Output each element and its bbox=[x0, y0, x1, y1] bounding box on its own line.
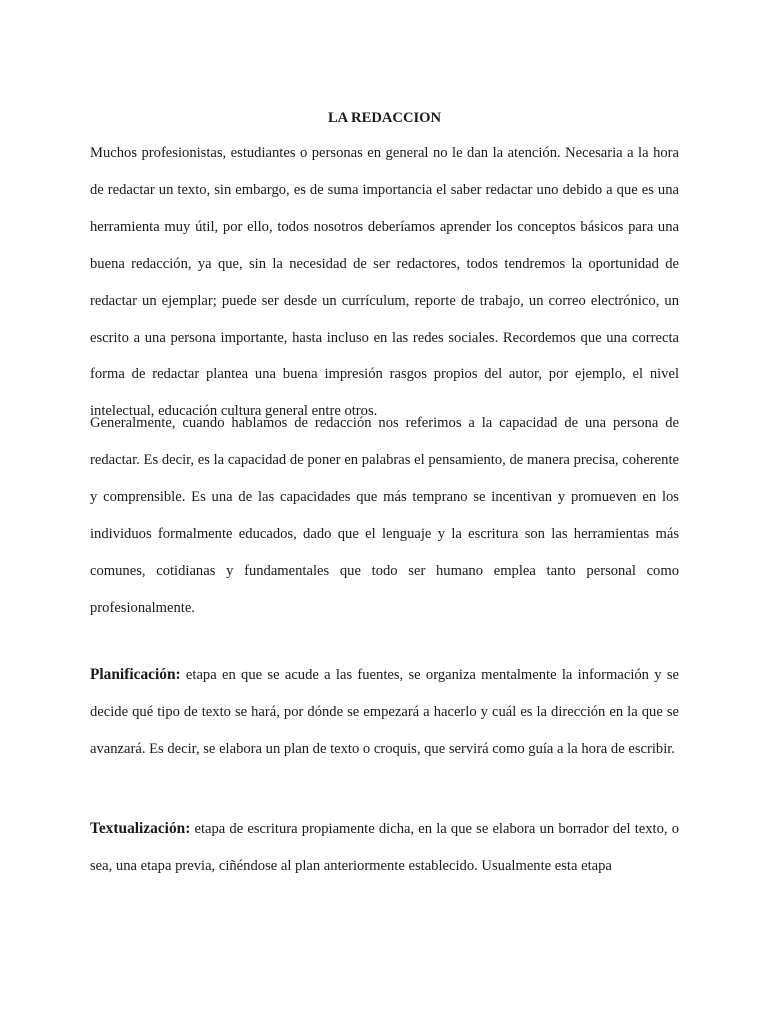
paragraph-text: Muchos profesionistas, estudiantes o personas en general no le dan la atención. Necesaria a la hora de redactar un texto, sin embargo, es de suma importancia el saber redactar uno debido a que es una herramienta muy útil, por ello, todos nosotros deberíamos aprender los conceptos básicos para una buena redacción, ya que, sin la necesidad de ser redactores, todos tendremos la oportunidad de redactar un ejemplar; puede ser desde un currículum, reporte de trabajo, un correo electrónico, un escrito a una persona importante, hasta incluso en las redes sociales. Recordemos que una correcta forma de redactar plantea una buena impresión rasgos propios del autor, por ejemplo, el nivel intelectual, educación cultura general entre otros. bbox=[90, 145, 679, 420]
paragraph-planificacion bbox=[90, 657, 679, 768]
paragraph-text: etapa de escritura propiamente dicha, en la que se elabora un borrador del texto, o sea, una etapa previa, ciñéndose al plan anteriormente establecido. Usualmente esta etapa bbox=[90, 821, 679, 874]
term-planificacion: Planificación: bbox=[90, 666, 181, 683]
paragraph-text: etapa en que se acude a las fuentes, se organiza mentalmente la información y se decide qué tipo de texto se hará, por dónde se empezará a hacerlo y cuál es la dirección en la que se avanzará. Es decir, se elabora un plan de texto o croquis, que servirá como guía a la hora de escribir. bbox=[90, 667, 679, 757]
paragraph-text: Generalmente, cuando hablamos de redacción nos referimos a la capacidad de una persona de redactar. Es decir, es la capacidad de poner en palabras el pensamiento, de manera precisa, coherente y comprensible. Es una de las capacidades que más temprano se incentivan y promueven en los individuos formalmente educados, dado que el lenguaje y la escritura son las herramientas más comunes, cotidianas y fundamentales que todo ser humano emplea tanto personal como profesionalmente. bbox=[90, 415, 679, 616]
paragraph-textualizacion bbox=[90, 811, 679, 885]
document-title: LA REDACCION bbox=[327, 110, 442, 126]
paragraph-introduction bbox=[90, 135, 679, 430]
paragraph-definition bbox=[90, 405, 679, 626]
term-textualizacion: Textualización: bbox=[90, 820, 191, 837]
